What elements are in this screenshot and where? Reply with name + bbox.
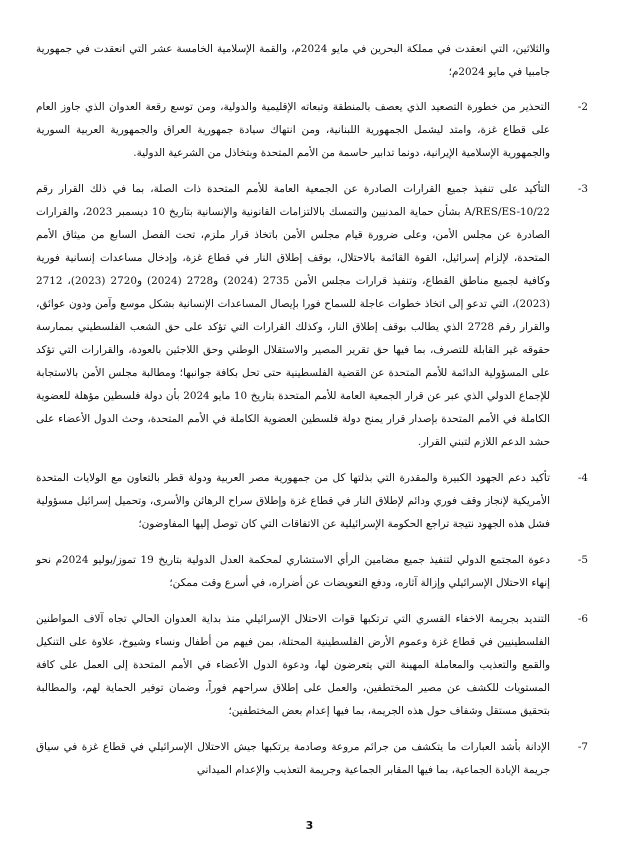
item-number: 2- <box>577 101 588 113</box>
item-number: 5- <box>577 554 588 566</box>
list-item <box>36 178 588 454</box>
list-item <box>36 467 588 536</box>
list-item <box>36 608 588 723</box>
item-text: دعوة المجتمع الدولي لتنفيذ جميع مضامين الرأي الاستشاري لمحكمة العدل الدولية بتاريخ 19 تموز/يوليو 2024م نحو إنهاء الاحتلال الإسرائيلي وإزالة آثاره، ودفع التعويضات عن أضراره، في أسرع وقت ممكن؛ <box>36 554 550 589</box>
list-item <box>36 96 588 165</box>
item-text: الإدانة بأشد العبارات ما يتكشف من جرائم مروعة وصادمة يرتكبها جيش الاحتلال الإسرائيلي في قطاع غزة في سياق جريمة الإبادة الجماعية، بما فيها المقابر الجماعية وجريمة التعذيب والإعدام الميداني <box>36 741 550 776</box>
list-item <box>36 736 588 782</box>
item-number: 6- <box>577 613 588 625</box>
list-item <box>36 549 588 595</box>
item-number: 4- <box>577 472 588 484</box>
document-body <box>36 38 588 795</box>
page-number: 3 <box>305 819 314 832</box>
item-text: التأكيد على تنفيذ جميع القرارات الصادرة عن الجمعية العامة للأمم المتحدة ذات الصلة، بما في ذلك القرار رقم A/RES/ES-10/22 بشأن حماية المدنيين والتمسك بالالتزامات القانونية والإنسانية بتاريخ 10 ديسمبر 2023، والقرارات الصادرة عن مجلس الأمن، وعلى ضرورة قيام مجلس الأمن باتخاذ قرار ملزم، تحت الفصل السابع من ميثاق الأمم المتحدة، لإلزام إسرائيل، القوة القائمة بالاحتلال، بوقف إطلاق النار في قطاع غزة، وإدخال مساعدات إنسانية فورية وكافية لجميع مناطق القطاع، وتنفيذ قرارات مجلس الأمن 2735 (2024) و2728 (2024) و2720 (2023)، 2712 (2023)، التي تدعو إلى اتخاذ خطوات عاجلة للسماح فورا بإيصال المساعدات الإنسانية بشكل موسع وآمن ودون عوائق، والقرار رقم 2728 الذي يطالب بوقف إطلاق النار، وكذلك القرارات التي تؤكد على حق الشعب الفلسطيني بممارسة حقوقه غير القابلة للتصرف، بما فيها حق تقرير المصير والاستقلال الوطني وحق اللاجئين بالعودة، والقرارات التي تؤكد على المسؤولية الدائمة للأمم المتحدة عن القضية الفلسطينية حتى تحل بكافة جوانبها؛ ومطالبة مجلس الأمن بالاستجابة للإجماع الدولي الذي عبر عن قرار الجمعية العامة للأمم المتحدة بتاريخ 10 مايو 2024 بأن دولة فلسطين مؤهلة للعضوية الكاملة في الأمم المتحدة بإصدار قرار يمنح دولة فلسطين العضوية الكاملة في الأمم المتحدة، وحث الدول الأعضاء على حشد الدعم اللازم لتبني القرار. <box>36 183 551 448</box>
intro-paragraph: والثلاثين، التي انعقدت في مملكة البحرين في مايو 2024م، والقمة الإسلامية الخامسة عشر التي انعقدت في جمهورية جامبيا في مايو 2024م؛ <box>36 43 551 78</box>
item-text: تأكيد دعم الجهود الكبيرة والمقدرة التي بذلتها كل من جمهورية مصر العربية ودولة قطر بالتعاون مع الولايات المتحدة الأمريكية لإنجاز وقف فوري ودائم لإطلاق النار في قطاع غزة وإطلاق سراح الرهائن والأسرى، وتحميل إسرائيل مسؤولية فشل هذه الجهود نتيجة تراجع الحكومة الإسرائيلية عن الاتفاقات التي كان توصل إليها المفاوضون؛ <box>36 472 550 530</box>
item-text: التنديد بجريمة الاخفاء القسري التي ترتكبها قوات الاحتلال الإسرائيلي منذ بداية العدوان الحالي تجاه آلاف المواطنين الفلسطينيين في قطاع غزة وعموم الأرض الفلسطينية المحتلة، بمن فيهم من أطفال ونساء وشيوخ، علاوة على التنكيل والقمع والتعذيب والمعاملة المهينة التي يتعرضون لها، ودعوة الدول الأعضاء في الأمم المتحدة إلى العمل على كافة المستويات للكشف عن مصير المختطفين، والعمل على إطلاق سراحهم فوراً، وضمان توفير الحماية لهم، والمطالبة بتحقيق مستقل وشفاف حول هذه الجريمة، بما فيها إعدام بعض المختطفين؛ <box>36 613 550 717</box>
item-number: 3- <box>577 183 588 195</box>
item-number: 7- <box>577 741 588 753</box>
item-text: التحذير من خطورة التصعيد الذي يعصف بالمنطقة وتبعاته الإقليمية والدولية، ومن توسع رقعة العدوان الذي جاوز العام على قطاع غزة، وامتد ليشمل الجمهورية اللبنانية، ومن انتهاك سيادة جمهورية العراق والجمهورية العربية السورية والجمهورية الإسلامية الإيرانية، دونما تدابير حاسمة من الأمم المتحدة وبتخاذل من الشرعية الدولية. <box>36 101 550 159</box>
